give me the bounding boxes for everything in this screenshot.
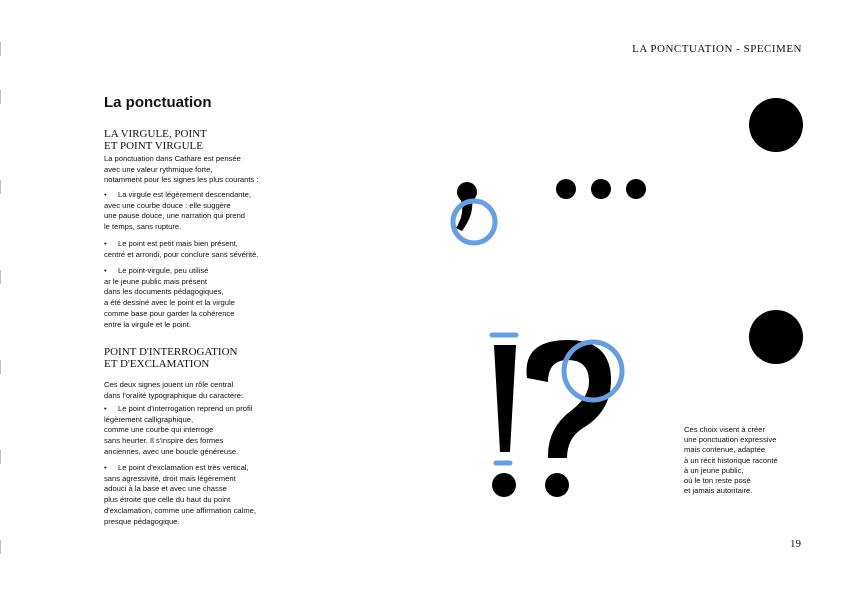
text-line: Le point-virgule, peu utilisé [118,266,209,275]
running-header: LA PONCTUATION - SPECIMEN [632,43,802,55]
text-line: La ponctuation dans Cathare est pensée [104,154,241,163]
text-line: Le point d'interrogation reprend un profil [118,404,253,413]
text-line: presque pédagogique. [104,516,180,526]
text-line: avec une courbe douce : elle suggère [104,200,231,210]
text-line: avec une valeur rythmique forte, [104,164,213,174]
text-line: et jamais autoritaire. [684,486,753,496]
text-line: légèrement calligraphique, [104,414,194,424]
text-line: d'exclamation, comme une affirmation calme, [104,505,256,515]
text-line: Ces choix visent à créer [684,425,766,434]
heading-line: ET D'EXCLAMATION [104,358,210,370]
text-line: plus étroite que celle du haut du point [104,495,231,505]
large-dot-middle [749,310,803,364]
side-note [684,425,778,496]
text-line: anciennes, avec une boucle généreuse. [104,446,239,456]
bullet-marker: • [104,266,107,275]
text-line: le temps, sans rupture. [104,222,182,232]
text-line: La virgule est légèrement descendante, [118,190,251,199]
text-line: Ces deux signes jouent un rôle central [104,380,234,389]
text-line: comme base pour garder la cohérence [104,308,235,318]
text-line: mais contenue, adaptée [684,445,766,455]
text-line: une pause douce, une narration qui prend [104,211,246,221]
text-line: adouci à la base et avec une chasse [104,484,227,494]
text-line: sans agressivité, droit mais légèrement [104,473,236,483]
bullet-marker: • [104,463,107,472]
large-dot-top [749,98,803,152]
heading-line: POINT D'INTERROGATION [104,346,238,358]
text-line: Le point d'exclamation est très vertical, [118,463,249,472]
text-line: dans l'oralité typographique du caractère: [104,390,244,400]
text-line: une ponctuation expressive [684,435,777,445]
bullet-marker: • [104,190,107,199]
bullet-marker: • [104,239,107,248]
text-line: à un jeune public, [684,465,744,475]
exclamation-glyph [492,345,516,497]
question-glyph [527,340,612,497]
text-line: entre la virgule et le point. [104,319,191,329]
text-line: notamment pour les signes les plus courants : [104,175,259,185]
text-line: sans heurter. Il s'inspire des formes [104,436,224,446]
heading-line: LA VIRGULE, POINT [104,128,207,140]
text-line: comme une courbe qui interroge [104,425,214,435]
text-line: a été dessiné avec le point et la virgule [104,298,235,308]
heading-line: ET POINT VIRGULE [104,140,203,152]
page-title: La ponctuation [104,94,212,111]
page-number: 19 [790,538,801,550]
bullet-marker: • [104,404,107,413]
ellipsis-glyph [556,179,646,199]
text-line: dans les documents pédagogiques, [104,287,224,297]
text-line: où le ton reste posé [684,476,751,486]
text-line: ar le jeune public mais présent [104,276,207,286]
text-line: à un récit historique raconté [684,455,778,465]
text-line: Le point est petit mais bien présent, [118,239,238,248]
text-line: centré et arrondi, pour conclure sans sévérité. [104,249,259,259]
